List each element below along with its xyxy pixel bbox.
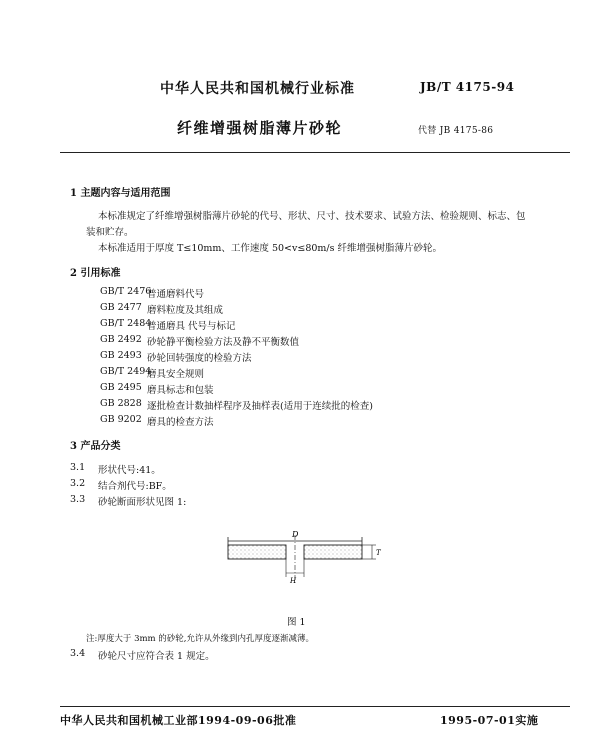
ref-title: 砂轮回转强度的检验方法 xyxy=(147,353,252,364)
ref-code: GB 2493 xyxy=(100,350,142,361)
section-1-paragraph-1-line-2: 装和贮存。 xyxy=(86,227,134,238)
clause-text: 形状代号:41。 xyxy=(98,465,161,476)
ref-code: GB/T 2484 xyxy=(100,318,152,329)
clause-number: 3.1 xyxy=(70,462,86,473)
ref-code: GB 2477 xyxy=(100,302,142,313)
section-1-paragraph-2: 本标准适用于厚度 T≤10mm、工作速度 50<v≤80m/s 纤维增强树脂薄片砂轮。 xyxy=(98,243,443,254)
wheel-section-right xyxy=(304,545,362,559)
ref-title: 磨具的检查方法 xyxy=(147,417,214,428)
section-2-heading: 2 引用标准 xyxy=(70,268,121,279)
footer-divider xyxy=(60,706,570,707)
clause-text: 砂轮尺寸应符合表 1 规定。 xyxy=(98,651,215,662)
ref-code: GB/T 2476 xyxy=(100,286,152,297)
clause-text: 砂轮断面形状见图 1: xyxy=(98,497,187,508)
replaces-standard: 代替 JB 4175-86 xyxy=(418,126,494,136)
ref-code: GB 2828 xyxy=(100,398,142,409)
clause-text: 结合剂代号:BF。 xyxy=(98,481,172,492)
ref-title: 普通磨具 代号与标记 xyxy=(147,321,236,332)
ref-code: GB 9202 xyxy=(100,414,142,425)
section-1-paragraph-1-line-1: 本标准规定了纤维增强树脂薄片砂轮的代号、形状、尺寸、技术要求、试验方法、检验规则、标志、包 xyxy=(98,211,526,222)
ref-title: 磨具标志和包装 xyxy=(147,385,214,396)
clause-number: 3.3 xyxy=(70,494,86,505)
implementation-date: 1995-07-01实施 xyxy=(440,714,539,727)
clause-number: 3.2 xyxy=(70,478,86,489)
ref-title: 磨具安全规则 xyxy=(147,369,205,380)
section-3-heading: 3 产品分类 xyxy=(70,441,121,452)
figure-caption: 图 1 xyxy=(287,617,306,628)
approval-statement: 中华人民共和国机械工业部1994-09-06批准 xyxy=(60,714,297,727)
wheel-section-left xyxy=(228,545,286,559)
document-title: 纤维增强树脂薄片砂轮 xyxy=(177,119,343,137)
t-label: T xyxy=(376,549,381,557)
ref-title: 磨料粒度及其组成 xyxy=(147,305,224,316)
ref-code: GB/T 2494 xyxy=(100,366,152,377)
ref-code: GB 2495 xyxy=(100,382,142,393)
issuing-body-title: 中华人民共和国机械行业标准 xyxy=(160,81,355,97)
ref-title: 普通磨料代号 xyxy=(147,289,205,300)
clause-number: 3.4 xyxy=(70,648,86,659)
ref-code: GB 2492 xyxy=(100,334,142,345)
wheel-cross-section-figure xyxy=(200,525,390,590)
h-label: H xyxy=(290,577,297,585)
wheel-cross-section-diagram xyxy=(200,525,390,590)
standard-number: JB/T 4175-94 xyxy=(420,80,515,94)
figure-note: 注:厚度大于 3mm 的砂轮,允许从外缘到内孔厚度逐渐减薄。 xyxy=(86,634,315,644)
header-divider xyxy=(60,152,570,153)
d-label: D xyxy=(292,530,299,539)
ref-title: 逐批检查计数抽样程序及抽样表(适用于连续批的检查) xyxy=(147,401,373,412)
section-1-heading: 1 主题内容与适用范围 xyxy=(70,188,171,199)
ref-title: 砂轮静平衡检验方法及静不平衡数值 xyxy=(147,337,300,348)
